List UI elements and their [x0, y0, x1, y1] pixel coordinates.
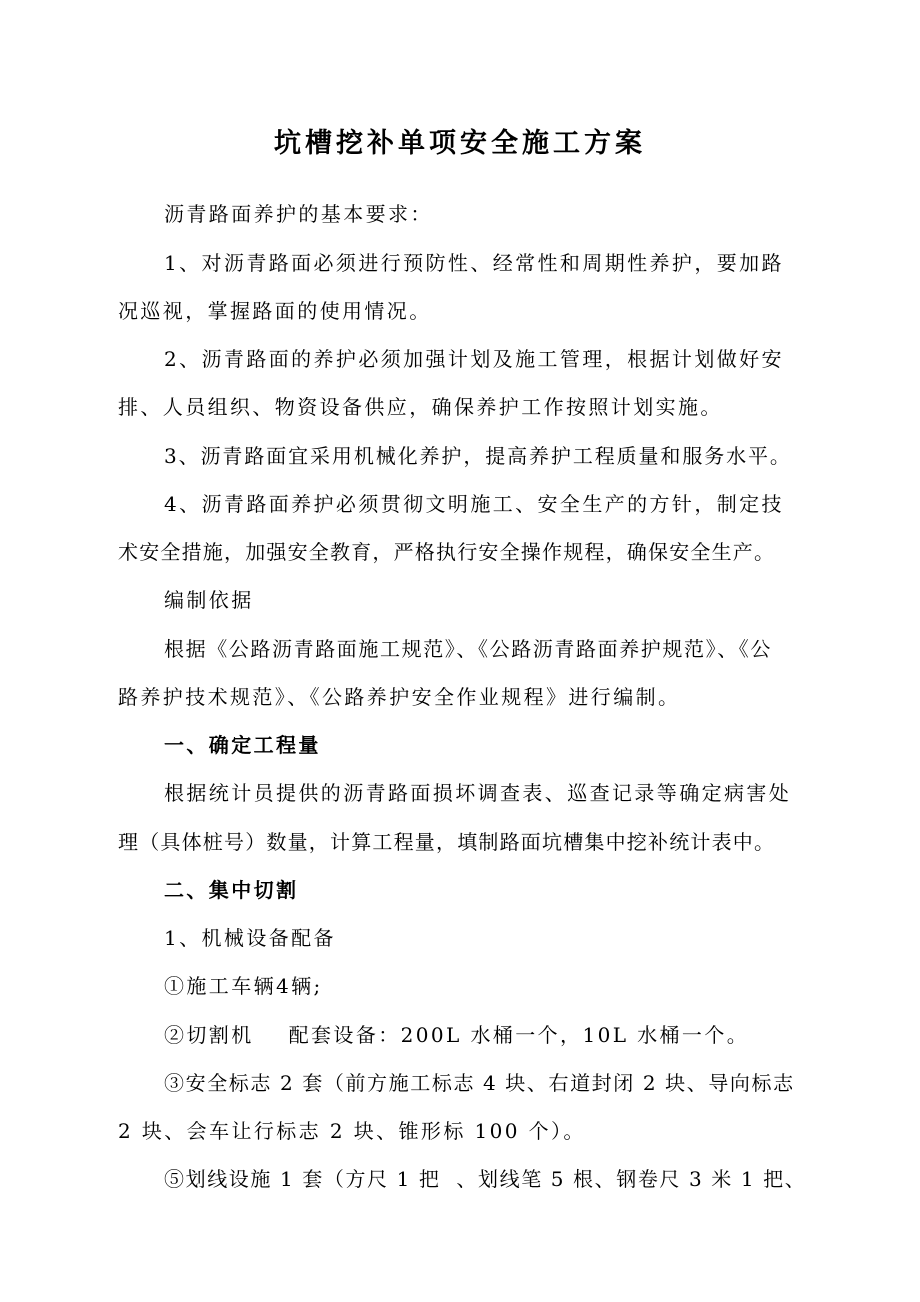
paragraph-line: 4、沥青路面养护必须贯彻文明施工、安全生产的方针，制定技	[164, 492, 784, 516]
paragraph-line: 2、沥青路面的养护必须加强计划及施工管理，根据计划做好安	[164, 347, 784, 371]
document-title: 坑槽挖补单项安全施工方案	[274, 128, 646, 159]
paragraph-line: 排、人员组织、物资设备供应，确保养护工作按照计划实施。	[118, 395, 723, 419]
paragraph-line: 3、沥青路面宜采用机械化养护，提高养护工程质量和服务水平。	[164, 444, 792, 468]
list-item: ①施工车辆4辆;	[164, 974, 323, 998]
list-item: ⑤划线设施 1 套（方尺 1 把 、划线笔 5 根、钢卷尺 3 米 1 把、	[164, 1167, 807, 1191]
section-heading: 二、集中切割	[164, 878, 299, 902]
list-item: ③安全标志 2 套（前方施工标志 4 块、右道封闭 2 块、导向标志	[164, 1071, 795, 1095]
section-heading: 一、确定工程量	[164, 733, 321, 757]
paragraph-line: 况巡视，掌握路面的使用情况。	[118, 299, 432, 323]
paragraph-line: 术安全措施，加强安全教育，严格执行安全操作规程，确保安全生产。	[118, 540, 776, 564]
paragraph-line: 根据《公路沥青路面施工规范》、《公路沥青路面养护规范》、《公	[164, 637, 772, 661]
subsection-heading: 1、机械设备配备	[164, 926, 336, 950]
paragraph-line: 1、对沥青路面必须进行预防性、经常性和周期性养护，要加路	[164, 251, 784, 275]
paragraph-line: 路养护技术规范》、《公路养护安全作业规程》进行编制。	[118, 685, 681, 709]
section-heading: 编制依据	[164, 588, 254, 612]
list-item: 2 块、会车让行标志 2 块、锥形标 100 个）。	[118, 1119, 586, 1143]
paragraph-line: 理（具体桩号）数量，计算工程量，填制路面坑槽集中挖补统计表中。	[118, 830, 776, 854]
paragraph-line: 根据统计员提供的沥青路面损坏调查表、巡查记录等确定病害处	[164, 781, 792, 805]
section-intro: 沥青路面养护的基本要求：	[164, 202, 433, 226]
list-item: ②切割机 配套设备：200L 水桶一个，10L 水桶一个。	[164, 1023, 750, 1047]
